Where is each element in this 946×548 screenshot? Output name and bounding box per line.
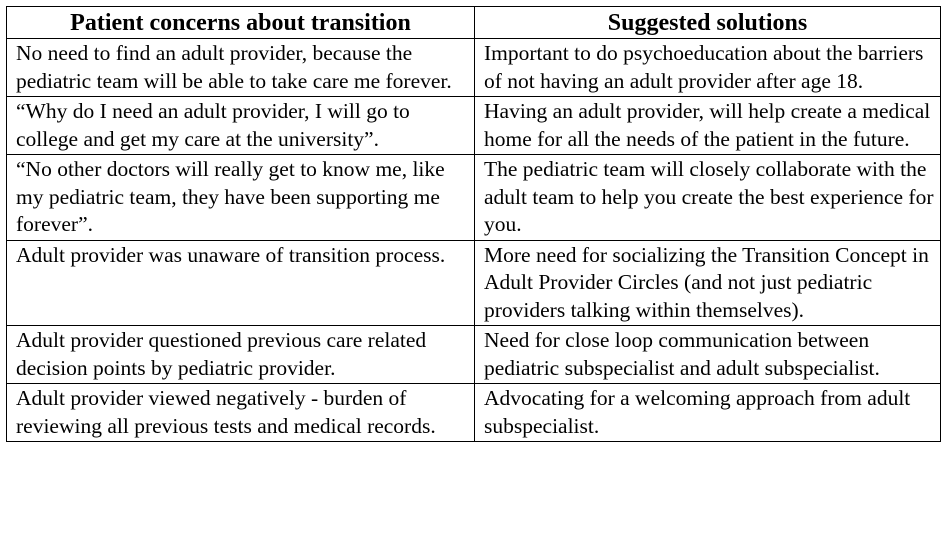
table-row (7, 384, 941, 442)
concern-cell: No need to find an adult provider, because the pediatric team will be able to take care me forever. (7, 39, 475, 97)
transition-concerns-table (6, 6, 941, 442)
header-suggested-solutions: Suggested solutions (475, 7, 941, 39)
solution-cell: Having an adult provider, will help create a medical home for all the needs of the patient in the future. (475, 97, 941, 155)
solution-cell: More need for socializing the Transition Concept in Adult Provider Circles (and not just pediatric providers talking within themselves). (475, 240, 941, 326)
solution-cell: Need for close loop communication between pediatric subspecialist and adult subspecialist. (475, 326, 941, 384)
concern-cell: Adult provider questioned previous care related decision points by pediatric provider. (7, 326, 475, 384)
table-header-row (7, 7, 941, 39)
solution-cell: The pediatric team will closely collaborate with the adult team to help you create the best experience for you. (475, 155, 941, 241)
solution-cell: Important to do psychoeducation about the barriers of not having an adult provider after age 18. (475, 39, 941, 97)
transition-table-container (6, 6, 940, 442)
concern-cell: Adult provider was unaware of transition process. (7, 240, 475, 326)
table-row (7, 97, 941, 155)
concern-cell: Adult provider viewed negatively - burden of reviewing all previous tests and medical records. (7, 384, 475, 442)
header-patient-concerns: Patient concerns about transition (7, 7, 475, 39)
table-row (7, 326, 941, 384)
table-row (7, 39, 941, 97)
concern-cell: “No other doctors will really get to know me, like my pediatric team, they have been supporting me forever”. (7, 155, 475, 241)
table-row (7, 155, 941, 241)
concern-cell: “Why do I need an adult provider, I will go to college and get my care at the university”. (7, 97, 475, 155)
solution-cell: Advocating for a welcoming approach from adult subspecialist. (475, 384, 941, 442)
table-row (7, 240, 941, 326)
